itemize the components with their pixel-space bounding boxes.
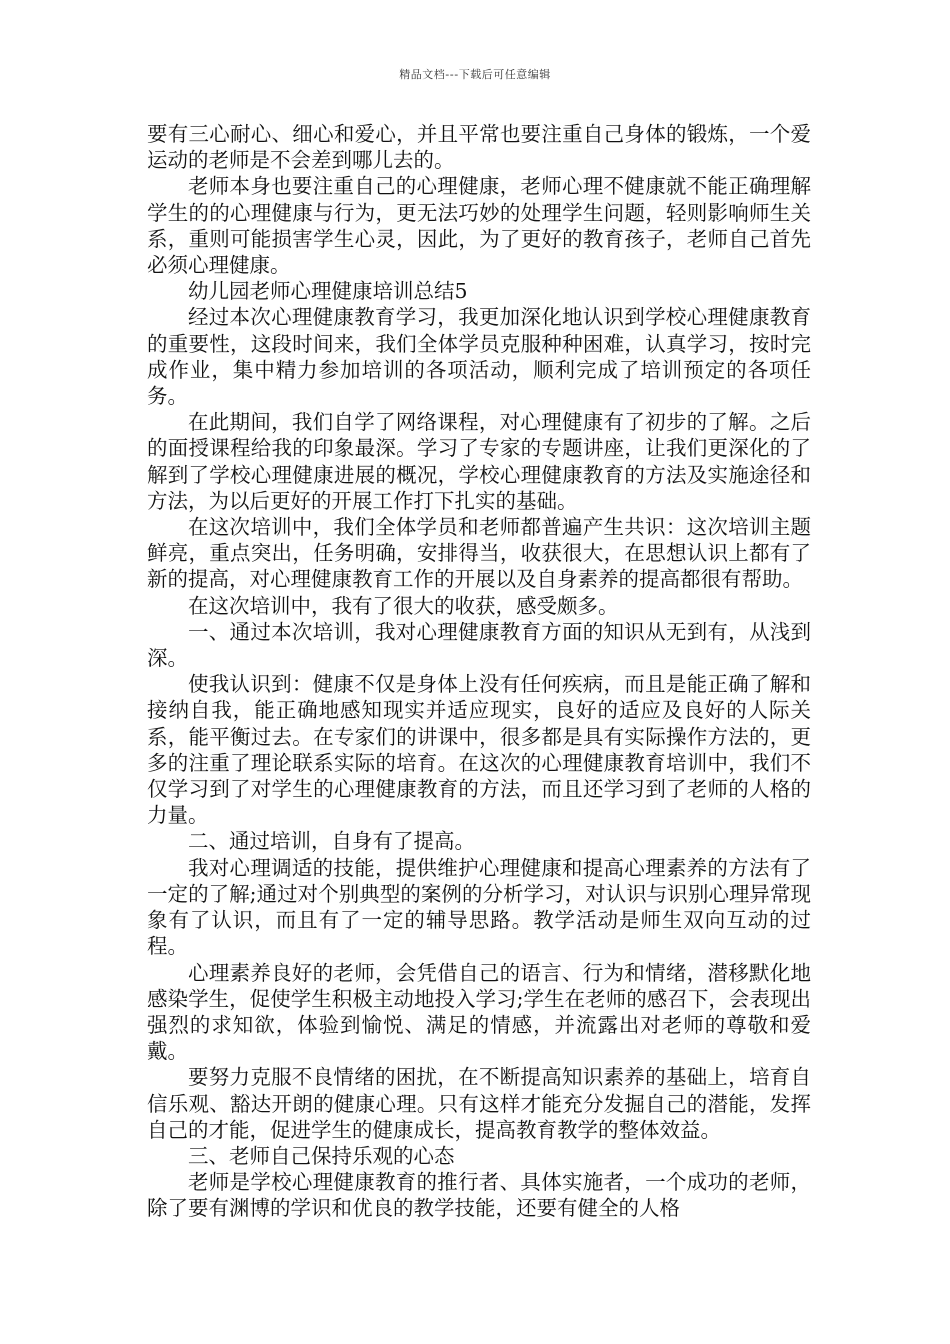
paragraph: 老师是学校心理健康教育的推行者、具体实施者，一个成功的老师，除了要有渊博的学识和优良的教学技能，还要有健全的人格: [147, 1170, 811, 1221]
numbered-point: 一、通过本次培训，我对心理健康教育方面的知识从无到有，从浅到深。: [147, 619, 811, 671]
page-header: 精品文档---下载后可任意编辑: [399, 68, 551, 81]
paragraph: 要有三心耐心、细心和爱心，并且平常也要注重自己身体的锻炼，一个爱运动的老师是不会差到哪儿去的。: [147, 122, 811, 173]
paragraph: 在此期间，我们自学了网络课程，对心理健康有了初步的了解。之后的面授课程给我的印象最深。学习了专家的专题讲座，让我们更深化的了解到了学校心理健康进展的概况，学校心理健康教育的方法及实施途径和方法，为以后更好的开展工作打下扎实的基础。: [147, 410, 811, 513]
section-title: 幼儿园老师心理健康培训总结5: [188, 279, 468, 304]
paragraph: 在这次培训中，我有了很大的收获，感受颇多。: [188, 593, 619, 618]
paragraph: 我对心理调适的技能，提供维护心理健康和提高心理素养的方法有了一定的了解;通过对个别典型的案例的分析学习，对认识与识别心理异常现象有了认识，而且有了一定的辅导思路。教学活动是师生双向互动的过程。: [147, 855, 811, 959]
paragraph: 使我认识到：健康不仅是身体上没有任何疾病，而且是能正确了解和接纳自我，能正确地感知现实并适应现实，良好的适应及良好的人际关系，能平衡过去。在专家们的讲课中，很多都是具有实际操作方法的，更多的注重了理论联系实际的培育。在这次的心理健康教育培训中，我们不仅学习到了对学生的心理健康教育的方法，而且还学习到了老师的人格的力量。: [147, 672, 811, 828]
paragraph: 要努力克服不良情绪的困扰，在不断提高知识素养的基础上，培育自信乐观、豁达开朗的健康心理。只有这样才能充分发掘自己的潜能，发挥自己的才能，促进学生的健康成长，提高教育教学的整体效益。: [147, 1065, 811, 1142]
paragraph: 心理素养良好的老师，会凭借自己的语言、行为和情绪，潜移默化地感染学生，促使学生积极主动地投入学习;学生在老师的感召下，会表现出强烈的求知欲，体验到愉悦、满足的情感，并流露出对老师的尊敬和爱戴。: [147, 960, 811, 1064]
paragraph: 老师本身也要注重自己的心理健康，老师心理不健康就不能正确理解学生的的心理健康与行为，更无法巧妙的处理学生问题，轻则影响师生关系，重则可能损害学生心灵，因此，为了更好的教育孩子，老师自己首先必须心理健康。: [147, 174, 811, 278]
paragraph: 在这次培训中，我们全体学员和老师都普遍产生共识：这次培训主题鲜亮，重点突出，任务明确，安排得当，收获很大，在思想认识上都有了新的提高，对心理健康教育工作的开展以及自身素养的提高都很有帮助。: [147, 515, 811, 592]
numbered-point: 二、通过培训，自身有了提高。: [188, 829, 475, 854]
document-body: [147, 121, 811, 1222]
paragraph: 经过本次心理健康教育学习，我更加深化地认识到学校心理健康教育的重要性，这段时间来，我们全体学员克服种种困难，认真学习，按时完成作业，集中精力参加培训的各项活动，顺利完成了培训预定的各项任务。: [147, 305, 811, 409]
numbered-point: 三、老师自己保持乐观的心态: [188, 1143, 455, 1168]
